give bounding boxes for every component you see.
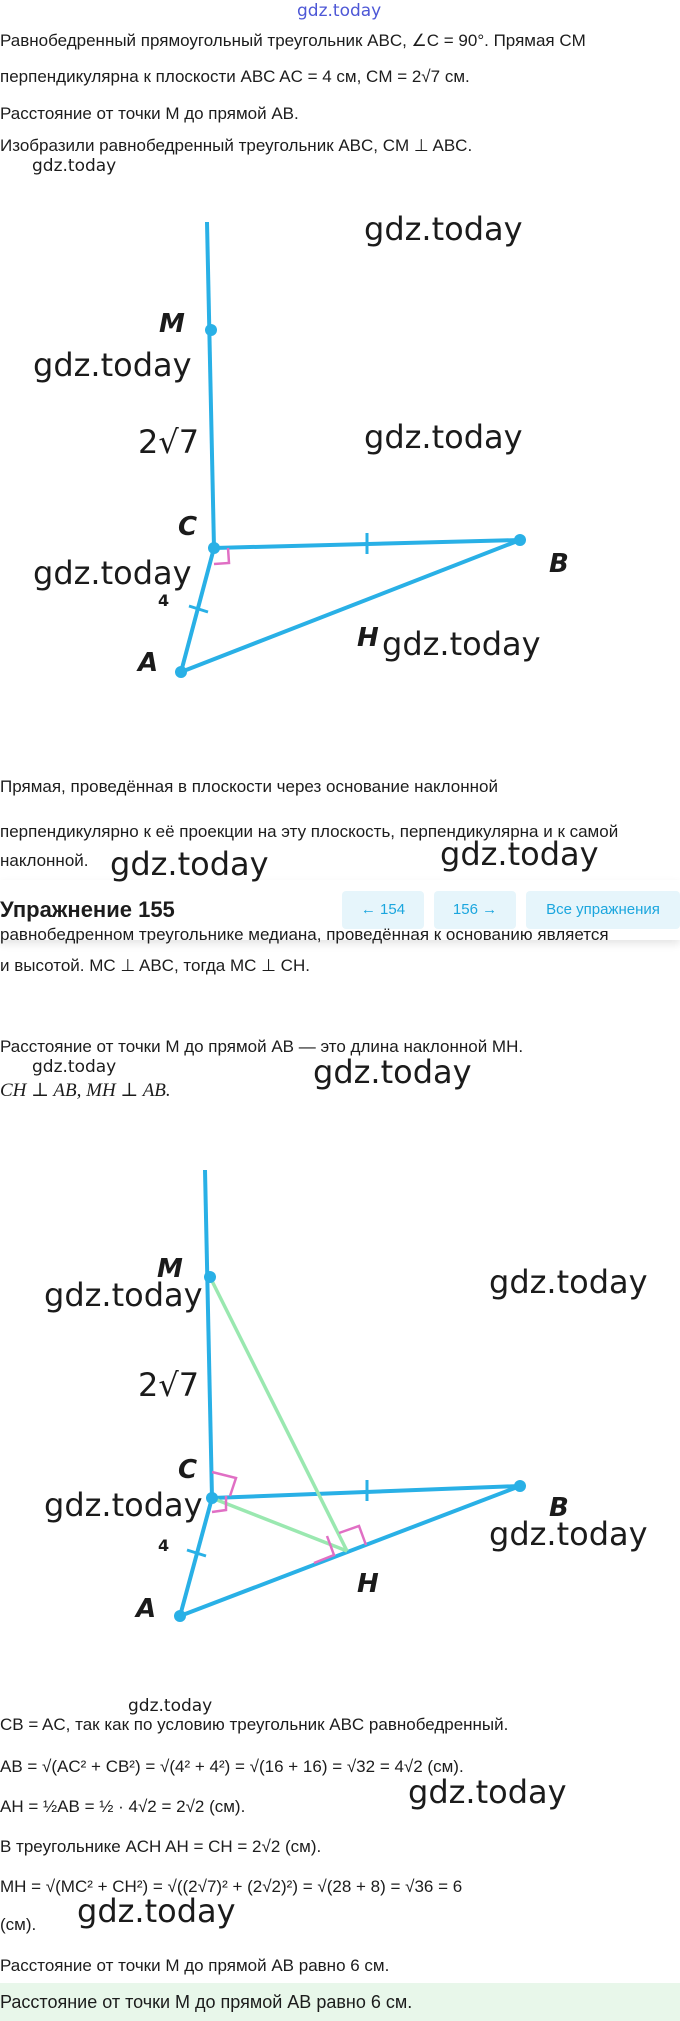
reasoning-line-1: равнобедренном треугольнике медиана, проведённая к основанию является	[0, 925, 609, 944]
solution-line-6: (см).	[0, 1915, 37, 1934]
point-c	[208, 542, 220, 554]
exercise-title: Упражнение 155	[0, 897, 175, 922]
intro-line-4: Изобразили равнобедренный треугольник ABC, CM ⊥ ABC.	[0, 136, 473, 155]
point-m	[205, 324, 217, 336]
intro-line-2: перпендикулярна к плоскости ABC AC = 4 см, CM = 2√7 см.	[0, 67, 470, 86]
label-length-ac: 4	[158, 1536, 170, 1555]
point-b	[514, 534, 526, 546]
watermark: gdz.today	[128, 1696, 213, 1716]
solution-line-2: AB = √(AC² + CB²) = √(4² + 4²) = √(16 + 16) = √32 = 4√2 (см).	[0, 1757, 464, 1776]
solution-line-3: AH = ½AB = ½ · 4√2 = 2√2 (см).	[0, 1797, 246, 1816]
label-a: A	[136, 1594, 157, 1624]
right-angle-mark-mc	[212, 1472, 236, 1496]
answer-text: Расстояние от точки M до прямой AB равно 6 см.	[0, 1992, 413, 2012]
line-mh	[210, 1277, 347, 1551]
label-b: B	[549, 549, 569, 579]
figure-2-diagram	[0, 1160, 680, 1630]
point-c	[206, 1492, 218, 1504]
watermark: gdz.today	[489, 1263, 648, 1301]
watermark: gdz.today	[44, 1276, 203, 1314]
point-a	[175, 666, 187, 678]
watermark: gdz.today	[408, 1773, 567, 1811]
reasoning-line-4: CH ⊥ AB, MH ⊥ AB.	[0, 1080, 171, 1101]
label-b: B	[549, 1493, 569, 1523]
solution-line-5: MH = √(MC² + CH²) = √((2√7)² + (2√2)²) = √(28 + 8) = √36 = 6	[0, 1877, 463, 1896]
watermark: gdz.today	[364, 418, 523, 456]
line-cm	[205, 1170, 212, 1498]
label-length-cm: 2√7	[138, 423, 200, 461]
theorem-line-2: перпендикулярно к её проекции на эту плоскость, перпендикулярна и к самой	[0, 822, 619, 841]
watermark: gdz.today	[364, 210, 523, 248]
solution-line-7: Расстояние от точки M до прямой AB равно 6 см.	[0, 1956, 390, 1975]
label-length-ac: 4	[158, 591, 170, 610]
solution-line-4: В треугольнике ACH AH = CH = 2√2 (см).	[0, 1837, 322, 1856]
point-m	[204, 1271, 216, 1283]
intro-line-1: Равнобедренный прямоугольный треугольник ABC, ∠C = 90°. Прямая CM	[0, 31, 586, 50]
watermark: gdz.today	[110, 845, 269, 883]
solution-line-1: CB = AC, так как по условию треугольник ABC равнобедренный.	[0, 1715, 509, 1734]
label-m: M	[159, 309, 185, 339]
answer-box	[0, 1983, 680, 2021]
reasoning-line-2: и высотой. MC ⊥ ABC, тогда MC ⊥ CH.	[0, 956, 310, 975]
watermark: gdz.today	[382, 625, 541, 663]
point-b	[514, 1480, 526, 1492]
watermark: gdz.today	[32, 156, 117, 176]
label-h: H	[357, 1569, 379, 1599]
label-m: M	[157, 1254, 183, 1284]
watermark-top: gdz.today	[297, 1, 382, 21]
theorem-line-3: наклонной.	[0, 851, 89, 870]
label-h: H	[357, 623, 379, 653]
watermark: gdz.today	[44, 1486, 203, 1524]
line-cm	[207, 222, 214, 548]
figure-1-diagram	[0, 200, 680, 700]
label-a: A	[138, 648, 159, 678]
reasoning-line-3: Расстояние от точки M до прямой AB — это длина наклонной MH.	[0, 1037, 524, 1056]
label-c: C	[178, 1455, 198, 1485]
watermark: gdz.today	[77, 1892, 236, 1930]
watermark: gdz.today	[32, 1057, 117, 1077]
point-a	[174, 1610, 186, 1622]
label-c: C	[178, 512, 198, 542]
watermark: gdz.today	[313, 1053, 472, 1091]
prev-exercise-button[interactable]: ← 154	[342, 891, 424, 929]
watermark: gdz.today	[33, 554, 192, 592]
line-ch	[212, 1498, 347, 1551]
theorem-line-1: Прямая, проведённая в плоскости через основание наклонной	[0, 777, 498, 796]
intro-line-3: Расстояние от точки M до прямой AB.	[0, 104, 299, 123]
watermark: gdz.today	[440, 835, 599, 873]
label-length-cm: 2√7	[138, 1366, 200, 1404]
watermark: gdz.today	[489, 1515, 648, 1553]
next-exercise-button[interactable]: 156 →	[434, 891, 516, 929]
watermark: gdz.today	[33, 346, 192, 384]
all-exercises-button[interactable]: Все упражнения	[526, 891, 680, 929]
